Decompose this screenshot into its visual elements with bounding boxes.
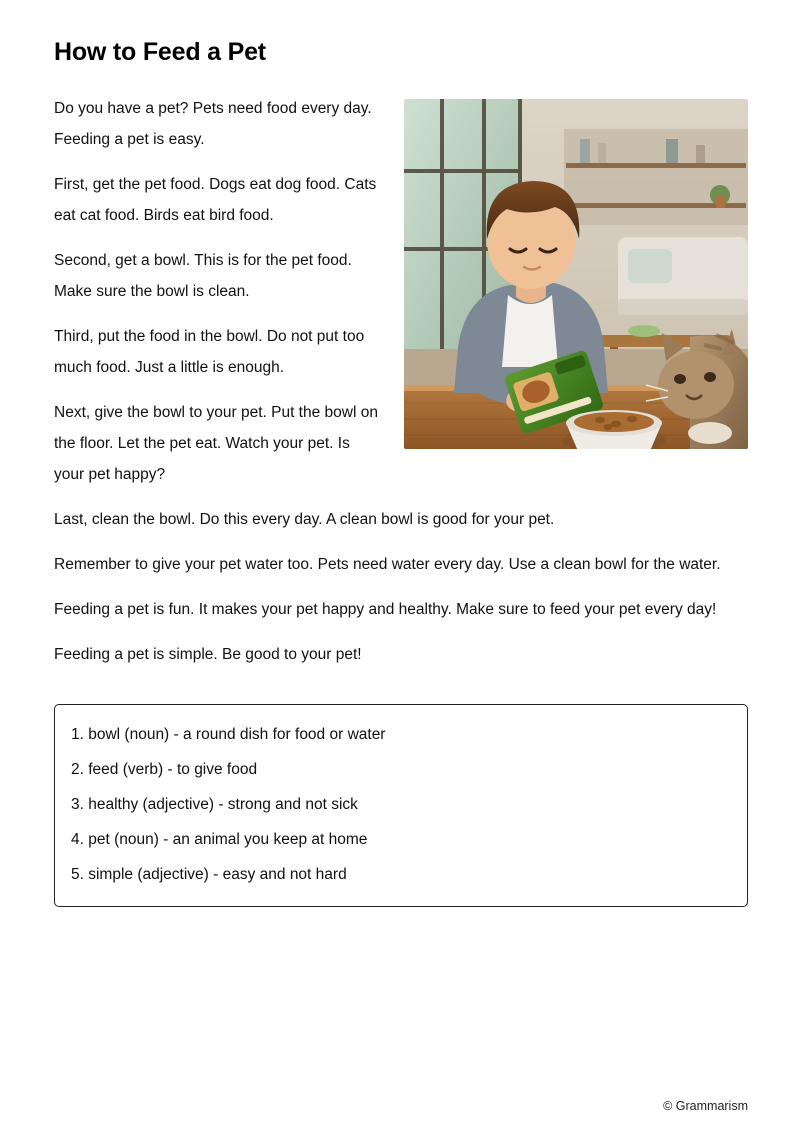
paragraph-4: Third, put the food in the bowl. Do not put too much food. Just a little is enough.	[54, 328, 365, 376]
copyright-footer: © Grammarism	[663, 1099, 748, 1113]
vocabulary-box	[54, 704, 748, 907]
list-item: 3. healthy (adjective) - strong and not sick	[71, 796, 358, 813]
page-title: How to Feed a Pet	[54, 38, 266, 66]
list-item: 1. bowl (noun) - a round dish for food or water	[71, 726, 386, 743]
paragraph-8: Feeding a pet is fun. It makes your pet happy and healthy. Make sure to feed your pet every day!	[54, 601, 717, 618]
boy-feeding-cat-photo	[404, 99, 748, 449]
paragraph-3: Second, get a bowl. This is for the pet food. Make sure the bowl is clean.	[54, 252, 352, 300]
paragraph-2: First, get the pet food. Dogs eat dog food. Cats eat cat food. Birds eat bird food.	[54, 176, 377, 224]
article-body	[54, 93, 748, 684]
paragraph-9: Feeding a pet is simple. Be good to your pet!	[54, 646, 362, 663]
paragraph-7: Remember to give your pet water too. Pets need water every day. Use a clean bowl for the water.	[54, 556, 721, 573]
list-item: 4. pet (noun) - an animal you keep at home	[71, 831, 368, 848]
list-item: 5. simple (adjective) - easy and not hard	[71, 866, 347, 883]
paragraph-5: Next, give the bowl to your pet. Put the bowl on the floor. Let the pet eat. Watch your pet. Is your pet happy?	[54, 404, 378, 483]
list-item: 2. feed (verb) - to give food	[71, 761, 258, 778]
paragraph-6: Last, clean the bowl. Do this every day. A clean bowl is good for your pet.	[54, 511, 555, 528]
paragraph-1: Do you have a pet? Pets need food every day. Feeding a pet is easy.	[54, 100, 372, 148]
